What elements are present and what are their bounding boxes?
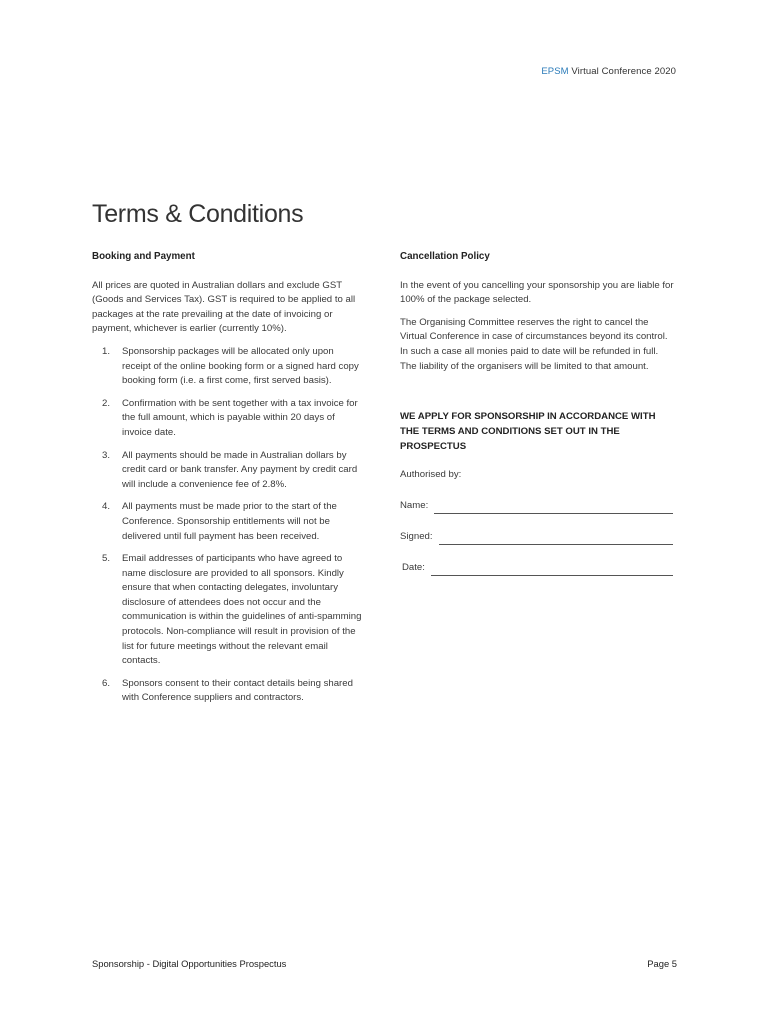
booking-payment-section bbox=[92, 250, 364, 714]
page-number: Page 5 bbox=[647, 958, 677, 969]
list-item-number: 4. bbox=[102, 501, 111, 513]
list-item-text: All payments must be made prior to the start of the Conference. Sponsorship entitlements will not be delivered until full payment has been received. bbox=[122, 501, 337, 542]
list-item-number: 1. bbox=[102, 345, 111, 357]
list-item-text: Email addresses of participants who have agreed to name disclosure are provided to all sponsors. Kindly ensure that when contacting delegates, involuntary disclosure of attendees does not occur and the communication is within the guidelines of anti-spamming protocols. Non-compliance will result in provision of the list for future meetings without the relevant email contacts. bbox=[122, 553, 362, 667]
list-item-text: Confirmation with be sent together with a tax invoice for the full amount, which is payable within 20 days of invoice date. bbox=[122, 397, 358, 438]
cancellation-heading: Cancellation Policy bbox=[400, 251, 490, 262]
cancellation-para-2: The Organising Committee reserves the right to cancel the Virtual Conference in case of circumstances beyond its control. In such a case all monies paid to date will be refunded in full. The liability of the organisers will be limited to that amount. bbox=[400, 316, 668, 372]
date-field-label: Date: bbox=[402, 562, 425, 574]
footer-title: Sponsorship - Digital Opportunities Prospectus bbox=[92, 958, 287, 969]
signed-field-row bbox=[400, 529, 675, 545]
name-field-label: Name: bbox=[400, 500, 429, 512]
list-item-number: 2. bbox=[102, 397, 111, 409]
name-field-row bbox=[400, 498, 675, 514]
list-item bbox=[92, 345, 364, 389]
list-item bbox=[92, 397, 364, 441]
cancellation-section bbox=[400, 250, 675, 576]
page-title: Terms & Conditions bbox=[92, 200, 304, 228]
date-field-row bbox=[400, 560, 675, 576]
list-item-number: 6. bbox=[102, 677, 111, 689]
signed-field[interactable] bbox=[439, 533, 673, 545]
document-header bbox=[541, 66, 676, 77]
list-item-text: Sponsors consent to their contact details being shared with Conference suppliers and contractors. bbox=[122, 677, 353, 704]
terms-list bbox=[92, 345, 364, 706]
list-item bbox=[92, 552, 364, 669]
date-field[interactable] bbox=[431, 564, 673, 576]
signed-field-label: Signed: bbox=[400, 531, 433, 543]
header-title: Virtual Conference 2020 bbox=[571, 66, 676, 77]
list-item-number: 3. bbox=[102, 449, 111, 461]
booking-intro: All prices are quoted in Australian dollars and exclude GST (Goods and Services Tax). GST is required to be applied to all packages at the rate prevailing at the date of invoicing or payment, whichever is earlier (currently 10%). bbox=[92, 279, 356, 335]
apply-heading: WE APPLY FOR SPONSORSHIP IN ACCORDANCE WITH THE TERMS AND CONDITIONS SET OUT IN THE PROSPECTUS bbox=[400, 411, 656, 453]
name-field[interactable] bbox=[434, 502, 673, 514]
header-brand: EPSM bbox=[541, 66, 569, 77]
list-item bbox=[92, 449, 364, 493]
authorised-label: Authorised by: bbox=[400, 469, 462, 481]
list-item-number: 5. bbox=[102, 553, 111, 565]
list-item-text: Sponsorship packages will be allocated only upon receipt of the online booking form or a signed hard copy booking form (i.e. a first come, first served basis). bbox=[122, 345, 359, 387]
booking-heading: Booking and Payment bbox=[92, 251, 195, 262]
list-item bbox=[92, 500, 364, 544]
list-item-text: All payments should be made in Australian dollars by credit card or bank transfer. Any payment by credit card will include a convenience fee of 2.8%. bbox=[122, 449, 358, 490]
list-item bbox=[92, 677, 364, 706]
cancellation-para-1: In the event of you cancelling your sponsorship you are liable for 100% of the package selected. bbox=[400, 279, 674, 306]
